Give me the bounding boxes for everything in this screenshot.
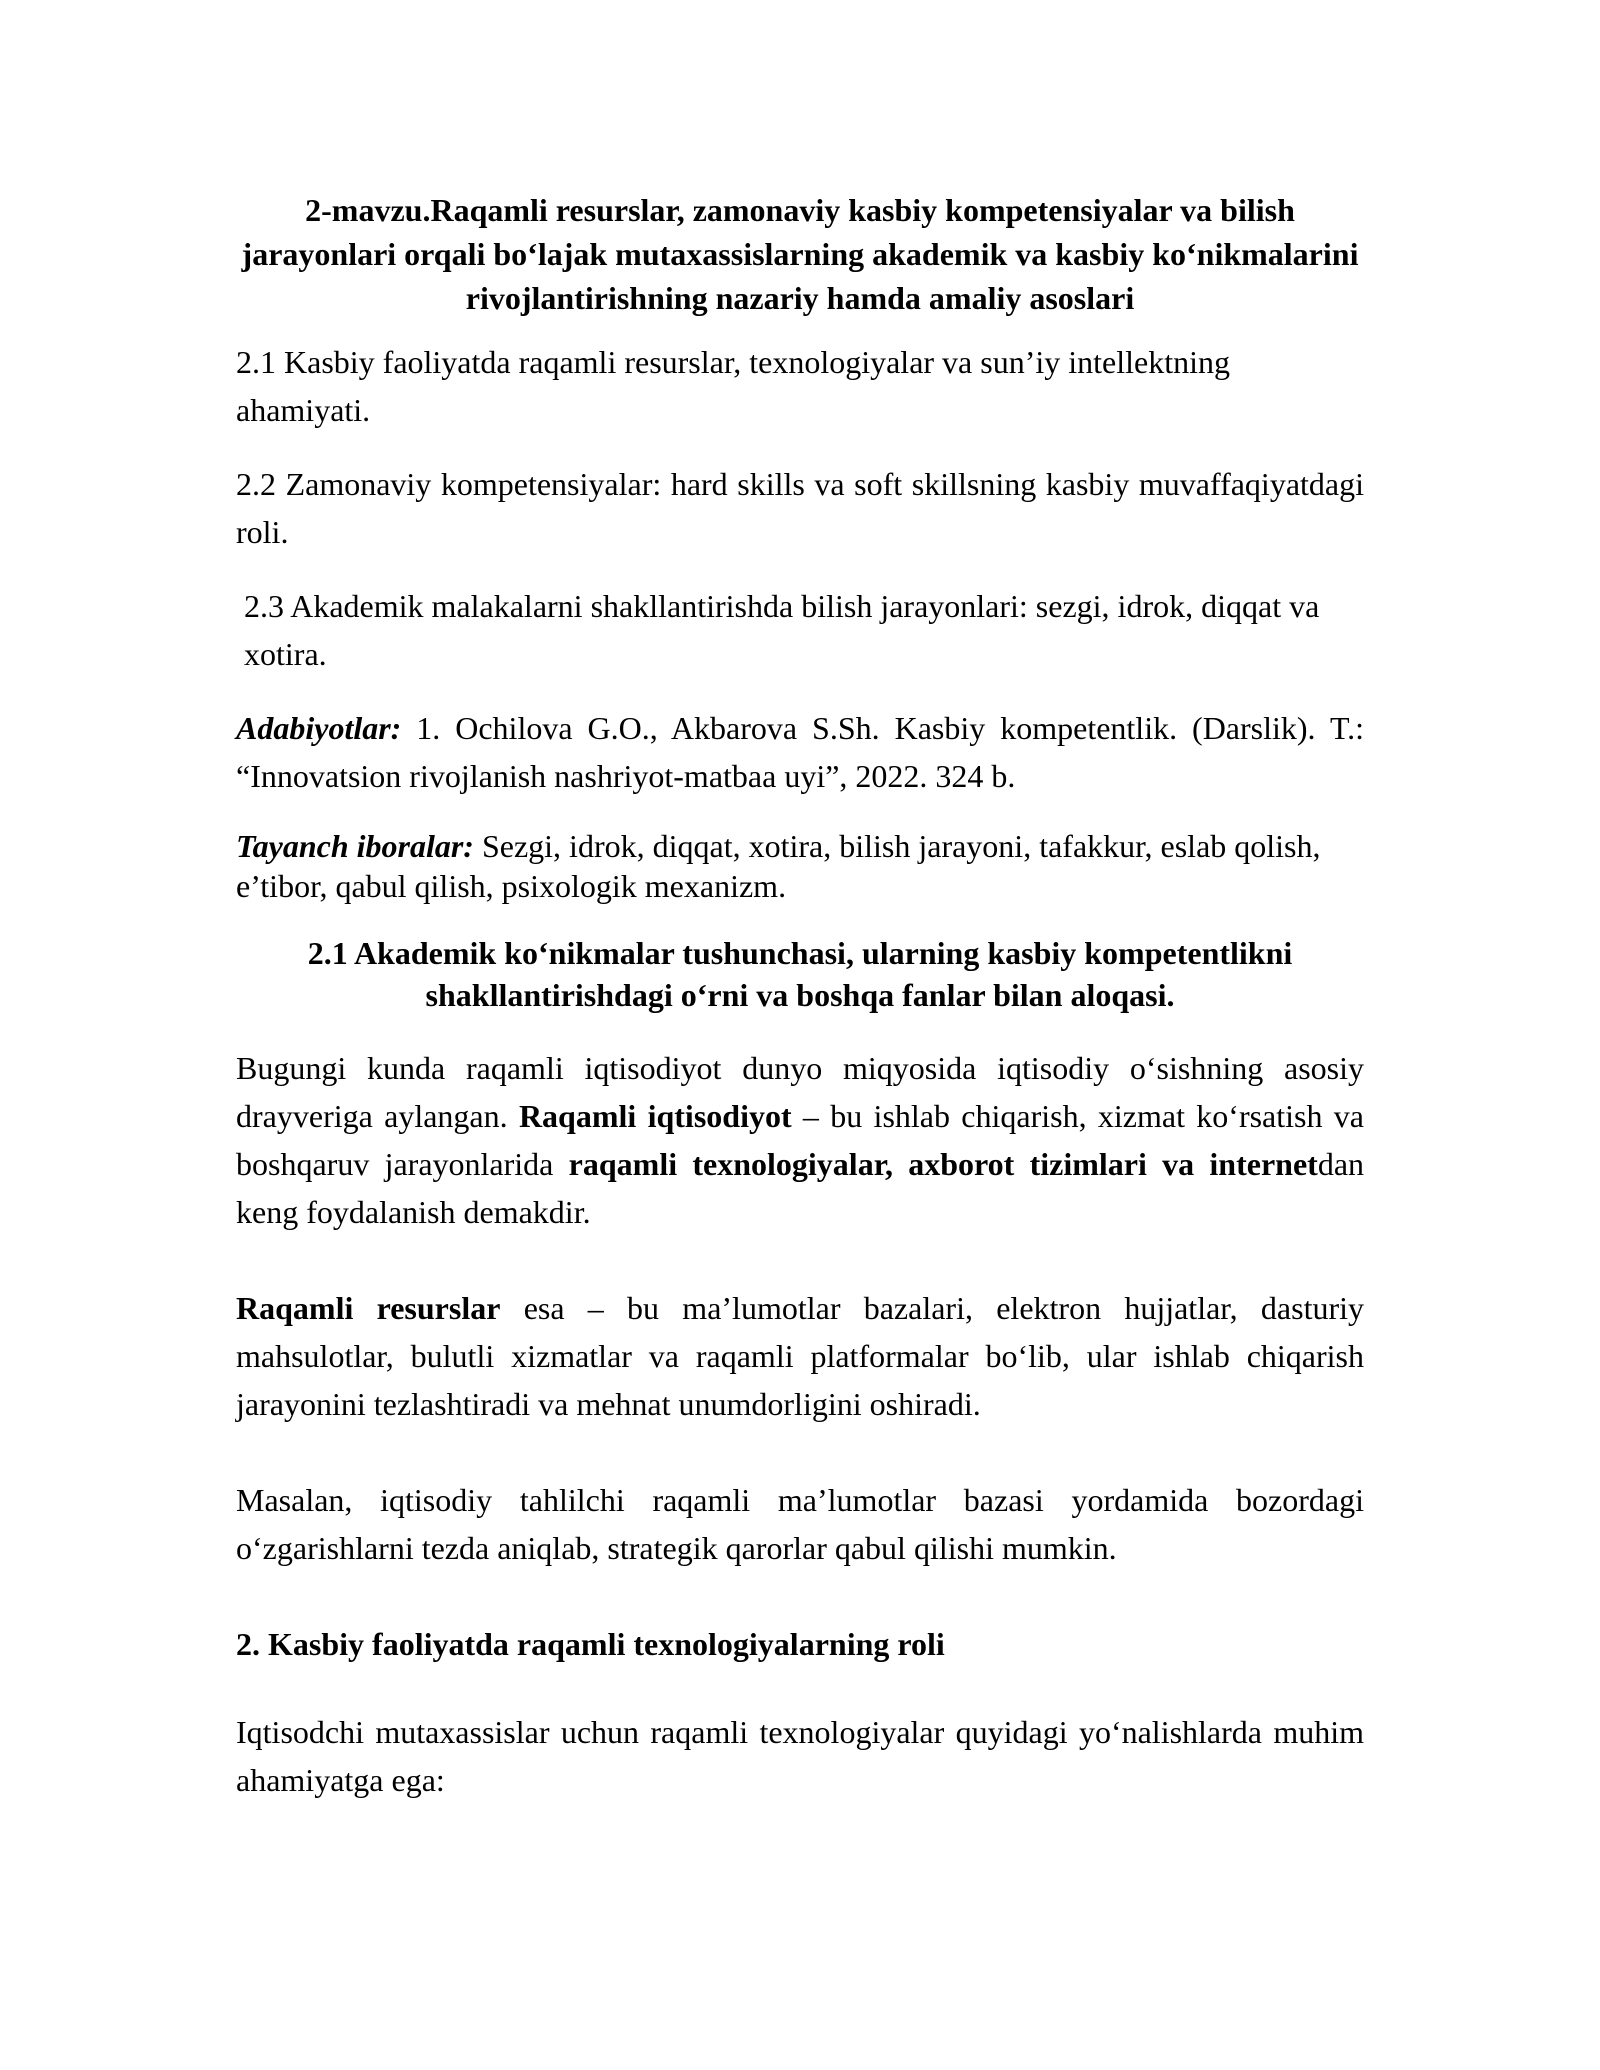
literature-label: Adabiyotlar: — [236, 710, 402, 746]
paragraph-example: Masalan, iqtisodiy tahlilchi raqamli ma’lumotlar bazasi yordamida bozordagi o‘zgarishlarni tezda aniqlab, strategik qarorlar qabul qilishi mumkin. — [236, 1482, 1364, 1566]
topic-item-3: 2.3 Akademik malakalarni shakllantirishda bilish jarayonlari: sezgi, idrok, diqqat va xotira. — [244, 588, 1320, 672]
paragraph-digital-economy — [236, 1044, 1364, 1236]
bold-term: Raqamli resurslar — [236, 1290, 501, 1326]
paragraph-digital-resources — [236, 1284, 1364, 1428]
literature-text: 1. Ochilova G.O., Akbarova S.Sh. Kasbiy kompetentlik. (Darslik). T.: “Innovatsion rivojlanish nashriyot-matbaa uyi”, 2022. 324 b. — [236, 710, 1364, 794]
bold-term: Raqamli iqtisodiyot — [518, 1098, 792, 1134]
section-heading: 2.1 Akademik ko‘nikmalar tushunchasi, ularning kasbiy kompetentlikni shakllantirishdagi o‘rni va boshqa fanlar bilan aloqasi. — [307, 935, 1293, 1013]
topic-item-2: 2.2 Zamonaviy kompetensiyalar: hard skills va soft skillsning kasbiy muvaffaqiyatdagi roli. — [236, 466, 1364, 550]
keywords-paragraph — [236, 826, 1364, 906]
paragraph-text: – bu ishlab chiqarish, xizmat ko‘rsatish va boshqaruv jarayonlarida — [236, 1098, 1365, 1182]
keywords-label: Tayanch iboralar: — [236, 828, 474, 864]
heading-role-of-technologies: 2. Kasbiy faoliyatda raqamli texnologiyalarning roli — [236, 1626, 945, 1662]
bold-term: raqamli texnologiyalar, axborot tizimlari va internet — [568, 1146, 1318, 1182]
topic-item-1: 2.1 Kasbiy faoliyatda raqamli resurslar, texnologiyalar va sun’iy intellektning ahamiyati. — [236, 344, 1230, 428]
paragraph-text: dan keng foydalanish demakdir. — [236, 1146, 1365, 1230]
literature-paragraph — [236, 704, 1364, 800]
paragraph-directions: Iqtisodchi mutaxassislar uchun raqamli texnologiyalar quyidagi yo‘nalishlarda muhim ahamiyatga ega: — [236, 1714, 1364, 1798]
keywords-text: Sezgi, idrok, diqqat, xotira, bilish jarayoni, tafakkur, eslab qolish, e’tibor, qabul qilish, psixologik mexanizm. — [236, 828, 1321, 904]
document-title: 2-mavzu.Raqamli resurslar, zamonaviy kasbiy kompetensiyalar va bilish jarayonlari orqali bo‘lajak mutaxassislarning akademik va kasbiy ko‘nikmalarini rivojlantirishning nazariy hamda amaliy asoslari — [241, 192, 1359, 316]
document-page — [236, 188, 1364, 1830]
paragraph-text: esa – bu ma’lumotlar bazalari, elektron hujjatlar, dasturiy mahsulotlar, bulutli xizmatlar va raqamli platformalar bo‘lib, ular ishlab chiqarish jarayonini tezlashtiradi va mehnat unumdorligini oshiradi. — [236, 1290, 1365, 1422]
paragraph-text: Bugungi kunda raqamli iqtisodiyot dunyo miqyosida iqtisodiy o‘sishning asosiy drayveriga aylangan. — [236, 1050, 1364, 1134]
